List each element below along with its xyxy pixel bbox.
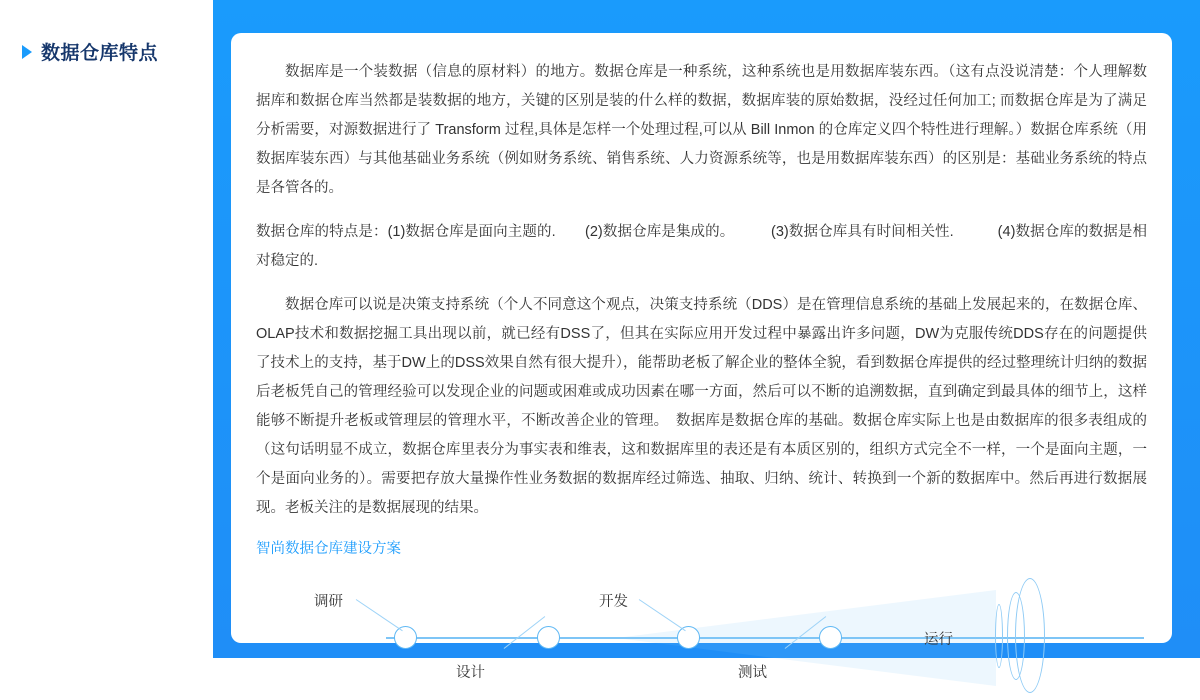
diagram-title: 智尚数据仓库建设方案 xyxy=(256,541,401,557)
ring-inner xyxy=(995,604,1003,668)
triangle-right-icon xyxy=(22,45,32,59)
section-title xyxy=(22,38,158,65)
diagram-rings-decoration xyxy=(991,578,1051,693)
card-content xyxy=(256,58,1147,681)
timeline-label-4: 测试 xyxy=(738,665,767,681)
timeline-end-label: 运行 xyxy=(924,632,953,648)
paragraph-1: 数据库是一个装数据（信息的原材料）的地方。数据仓库是一种系统，这种系统也是用数据库装东西。（这有点没说清楚：个人理解数据库和数据仓库当然都是装数据的地方，关键的区别是装的什么样的数据，数据库装的原始数据，没经过任何加工; 而数据仓库是为了满足分析需要，对源数据进行了 Transform 过程,具体是怎样一个处理过程,可以从 Bill Inmon 的仓库定义四个特性进行理解。）数据仓库系统（用数据库装东西）与其他基础业务系统（例如财务系统、销售系统、人力资源系统等，也是用数据库装东西）的区别是：基础业务系统的特点是各管各的。 xyxy=(256,64,1147,196)
leader-line-1 xyxy=(356,599,403,631)
timeline-label-1: 调研 xyxy=(314,594,343,610)
timeline-node-2 xyxy=(537,626,560,649)
timeline-node-4 xyxy=(819,626,842,649)
timeline-label-2: 设计 xyxy=(456,665,485,681)
timeline-label-3: 开发 xyxy=(599,594,628,610)
section-title-label: 数据仓库特点 xyxy=(41,43,159,64)
ring-middle xyxy=(1007,592,1025,680)
content-card xyxy=(231,33,1172,681)
timeline-diagram xyxy=(256,570,1147,700)
timeline-node-3 xyxy=(677,626,700,649)
timeline-node-1 xyxy=(394,626,417,649)
paragraph-2: 数据仓库的特点是：(1)数据仓库是面向主题的. (2)数据仓库是集成的。 (3)数据仓库具有时间相关性. (4)数据仓库的数据是相对稳定的. xyxy=(256,224,1147,269)
paragraph-3: 数据仓库可以说是决策支持系统（个人不同意这个观点，决策支持系统（DDS）是在管理信息系统的基础上发展起来的，在数据仓库、OLAP技术和数据挖掘工具出现以前，就已经有DSS了，但其在实际应用开发过程中暴露出许多问题，DW为克服传统DDS存在的问题提供了技术上的支持，基于DW上的DSS效果自然有很大提升），能帮助老板了解企业的整体全貌，看到数据仓库提供的经过整理统计归纳的数据后老板凭自己的管理经验可以发现企业的问题或困难或成功因素在哪一方面，然后可以不断的追溯数据，直到确定到最具体的细节上，这样能够不断提升老板或管理层的管理水平，不断改善企业的管理。 数据库是数据仓库的基础。数据仓库实际上也是由数据库的很多表组成的（这句话明显不成立，数据仓库里表分为事实表和维表，这和数据库里的表还是有本质区别的，组织方式完全不一样，一个是面向主题，一个是面向业务的）。需要把存放大量操作性业务数据的数据库经过筛选、抽取、归纳、统计、转换到一个新的数据库中。然后再进行数据展现。老板关注的是数据展现的结果。 xyxy=(256,297,1147,516)
